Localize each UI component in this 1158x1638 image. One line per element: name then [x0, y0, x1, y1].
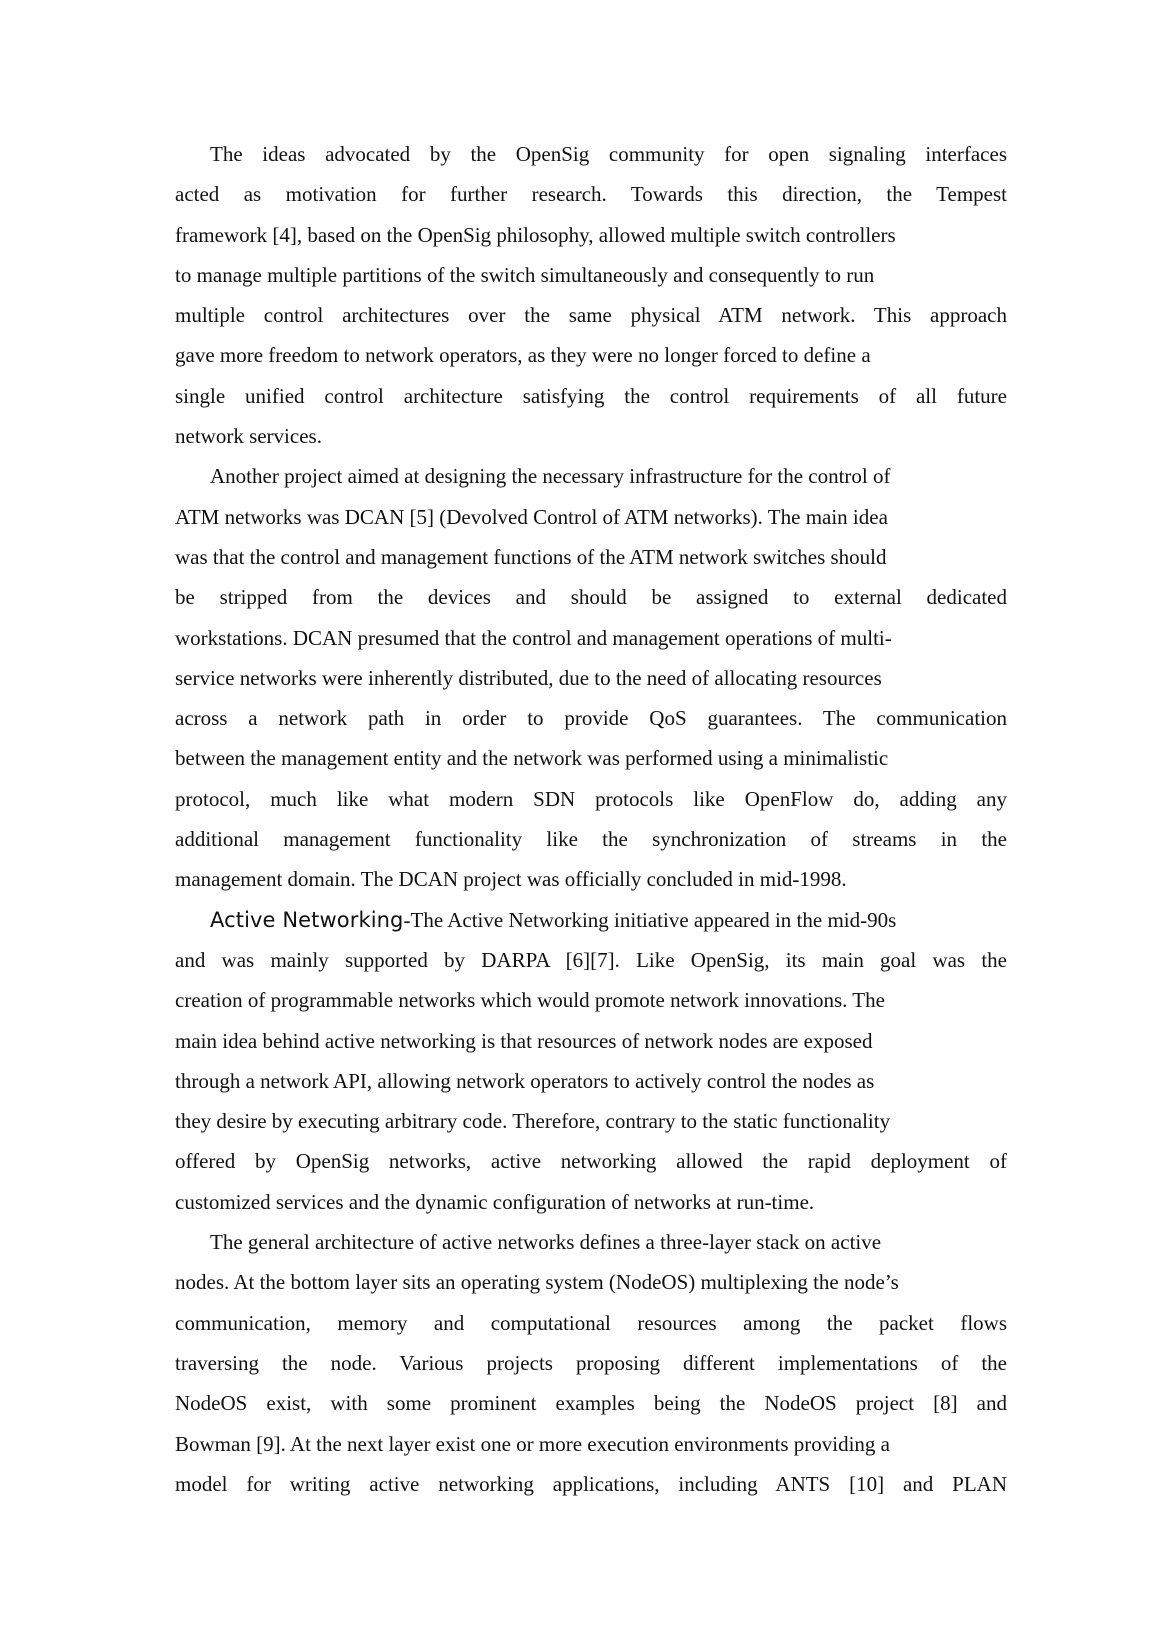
text-line: model for writing active networking applications, including ANTS [10] and PLAN: [175, 1471, 1007, 1496]
inline-section-heading: Active Networking: [210, 907, 404, 932]
text-line: management domain. The DCAN project was officially concluded in mid-1998.: [175, 867, 847, 892]
text-line: The ideas advocated by the OpenSig community for open signaling interfaces: [210, 142, 1007, 166]
text-fragment: -The Active Networking initiative appeared in the mid-90s: [403, 907, 897, 932]
text-line: network services.: [175, 424, 322, 449]
paragraph-active-networking: [175, 900, 1007, 1222]
text-line: single unified control architecture satisfying the control requirements of all future: [175, 383, 1007, 408]
text-line: ATM networks was DCAN [5] (Devolved Control of ATM networks). The main idea: [175, 504, 888, 529]
text-line-with-heading: [175, 900, 1007, 940]
text-line: framework [4], based on the OpenSig philosophy, allowed multiple switch controllers: [175, 222, 896, 247]
text-line: creation of programmable networks which would promote network innovations. The: [175, 988, 885, 1013]
paragraph-dcan: [175, 456, 1007, 899]
text-line: to manage multiple partitions of the switch simultaneously and consequently to run: [175, 262, 875, 287]
text-line: workstations. DCAN presumed that the control and management operations of multi-: [175, 625, 892, 650]
text-line: was that the control and management functions of the ATM network switches should: [175, 544, 887, 569]
text-line: protocol, much like what modern SDN protocols like OpenFlow do, adding any: [175, 786, 1007, 811]
text-line: Another project aimed at designing the necessary infrastructure for the control of: [210, 464, 891, 489]
paragraph-active-network-architecture: [175, 1222, 1007, 1504]
text-line: The general architecture of active networks defines a three-layer stack on active: [210, 1230, 882, 1255]
text-line: across a network path in order to provide QoS guarantees. The communication: [175, 706, 1007, 731]
text-line: acted as motivation for further research. Towards this direction, the Tempest: [175, 182, 1007, 207]
text-line: additional management functionality like the synchronization of streams in the: [175, 827, 1007, 852]
text-line: traversing the node. Various projects proposing different implementations of the: [175, 1350, 1007, 1375]
text-line: gave more freedom to network operators, as they were no longer forced to define a: [175, 343, 871, 368]
text-line: multiple control architectures over the same physical ATM network. This approach: [175, 303, 1007, 328]
text-line: communication, memory and computational resources among the packet flows: [175, 1310, 1007, 1335]
text-line: NodeOS exist, with some prominent examples being the NodeOS project [8] and: [175, 1391, 1007, 1416]
text-line: they desire by executing arbitrary code. Therefore, contrary to the static functionality: [175, 1109, 891, 1134]
text-line: customized services and the dynamic configuration of networks at run-time.: [175, 1189, 815, 1214]
text-line: and was mainly supported by DARPA [6][7]. Like OpenSig, its main goal was the: [175, 947, 1007, 972]
paragraph-opensig-tempest: [175, 134, 1007, 456]
text-line: through a network API, allowing network operators to actively control the nodes as: [175, 1068, 875, 1093]
text-line: be stripped from the devices and should be assigned to external dedicated: [175, 585, 1007, 610]
text-line: main idea behind active networking is that resources of network nodes are exposed: [175, 1028, 873, 1053]
text-line: between the management entity and the network was performed using a minimalistic: [175, 746, 889, 771]
body-text: [175, 134, 1007, 1504]
text-line: service networks were inherently distributed, due to the need of allocating resources: [175, 665, 882, 690]
text-line: offered by OpenSig networks, active networking allowed the rapid deployment of: [175, 1149, 1007, 1174]
text-line: Bowman [9]. At the next layer exist one or more execution environments providing a: [175, 1431, 890, 1456]
text-line: nodes. At the bottom layer sits an operating system (NodeOS) multiplexing the node’s: [175, 1270, 899, 1295]
